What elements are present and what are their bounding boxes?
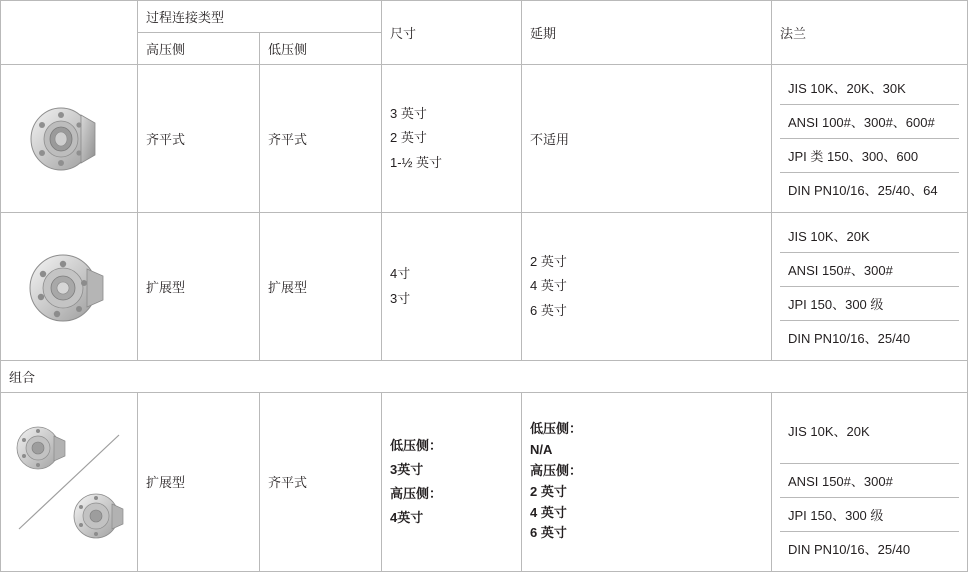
header-corner-blank: [1, 1, 138, 65]
row3-flange-2: ANSI 150#、300#: [780, 463, 959, 497]
row1-size-2: 2 英寸: [390, 130, 427, 146]
flange-extended-icon: [17, 251, 121, 325]
row1-flange-1: JIS 10K、20K、30K: [780, 71, 959, 105]
flange-front-icon: [17, 103, 121, 175]
flange-small-top-icon: [11, 423, 73, 473]
row1-extension-value: 不适用: [522, 65, 772, 213]
header-size: 尺寸: [382, 1, 522, 65]
extended-flange-diaphragm-seal-image: [1, 213, 138, 361]
flange-small-bottom-icon: [65, 491, 127, 541]
table-header-row-1: [1, 1, 968, 33]
row1-high-pressure-side-value: 齐平式: [138, 65, 260, 213]
combination-flange-seals-image: [1, 393, 138, 572]
header-high-pressure-side: 高压侧: [138, 33, 260, 65]
flush-flange-diaphragm-seal-image: [1, 65, 138, 213]
row1-flange-2: ANSI 100#、300#、600#: [780, 105, 959, 139]
flange-illustration: [17, 103, 121, 175]
row3-flange-list: [772, 393, 968, 572]
header-flange: 法兰: [772, 1, 968, 65]
row2-extension-2: 4 英寸: [530, 278, 567, 294]
row3-extension-high-value-2: 4 英寸: [530, 504, 567, 520]
row2-size-1: 4寸: [390, 266, 411, 282]
row3-flange-4: DIN PN10/16、25/40: [780, 531, 959, 565]
row3-size-high-label: 高压侧：: [390, 485, 443, 501]
row2-flange-4: DIN PN10/16、25/40: [780, 321, 959, 355]
row2-low-pressure-side-value: 扩展型: [260, 213, 382, 361]
row3-extension-low-label: 低压侧：: [530, 421, 583, 437]
row1-flange-4: DIN PN10/16、25/40、64: [780, 173, 959, 207]
row3-extension-high-value-3: 6 英寸: [530, 525, 567, 541]
row3-low-pressure-side-value: 齐平式: [260, 393, 382, 572]
row3-size-low-label: 低压侧：: [390, 437, 443, 453]
row1-flange-list: [772, 65, 968, 213]
row1-size-values: [382, 65, 522, 213]
row2-flange-subtable: [780, 219, 959, 354]
header-extension: 延期: [522, 1, 772, 65]
row1-low-pressure-side-value: 齐平式: [260, 65, 382, 213]
row2-flange-3: JPI 150、300 级: [780, 287, 959, 321]
row3-size-high-value: 4英寸: [390, 509, 424, 525]
combination-section-row: [1, 361, 968, 393]
row2-extension-1: 2 英寸: [530, 254, 567, 270]
row2-extension-3: 6 英寸: [530, 302, 567, 318]
row2-flange-2: ANSI 150#、300#: [780, 253, 959, 287]
row3-extension-low-value: N/A: [530, 442, 553, 458]
row3-high-pressure-side-value: 扩展型: [138, 393, 260, 572]
row2-extension-values: [522, 213, 772, 361]
combination-label: 组合: [1, 361, 968, 393]
row1-flange-3: JPI 类 150、300、600: [780, 139, 959, 173]
row3-size-low-value: 3英寸: [390, 461, 424, 477]
flange-illustration: [17, 251, 121, 323]
combination-illustration: [9, 423, 129, 541]
row3-extension-high-label: 高压侧：: [530, 462, 583, 478]
header-low-pressure-side: 低压侧: [260, 33, 382, 65]
row2-size-values: [382, 213, 522, 361]
row3-size-values: [382, 393, 522, 572]
row3-flange-3: JPI 150、300 级: [780, 497, 959, 531]
row1-size-3: 1-½ 英寸: [390, 154, 443, 170]
table-row: [1, 65, 968, 213]
row2-high-pressure-side-value: 扩展型: [138, 213, 260, 361]
table-row: [1, 393, 968, 572]
row3-flange-1: JIS 10K、20K: [780, 399, 959, 463]
row3-flange-subtable: [780, 399, 959, 565]
row2-size-2: 3寸: [390, 290, 411, 306]
table-row: [1, 213, 968, 361]
row2-flange-1: JIS 10K、20K: [780, 219, 959, 253]
row2-flange-list: [772, 213, 968, 361]
row3-extension-values: [522, 393, 772, 572]
row1-size-1: 3 英寸: [390, 106, 427, 122]
header-process-connection-type: 过程连接类型: [138, 1, 382, 33]
row3-extension-high-value-1: 2 英寸: [530, 483, 567, 499]
row1-flange-subtable: [780, 71, 959, 206]
